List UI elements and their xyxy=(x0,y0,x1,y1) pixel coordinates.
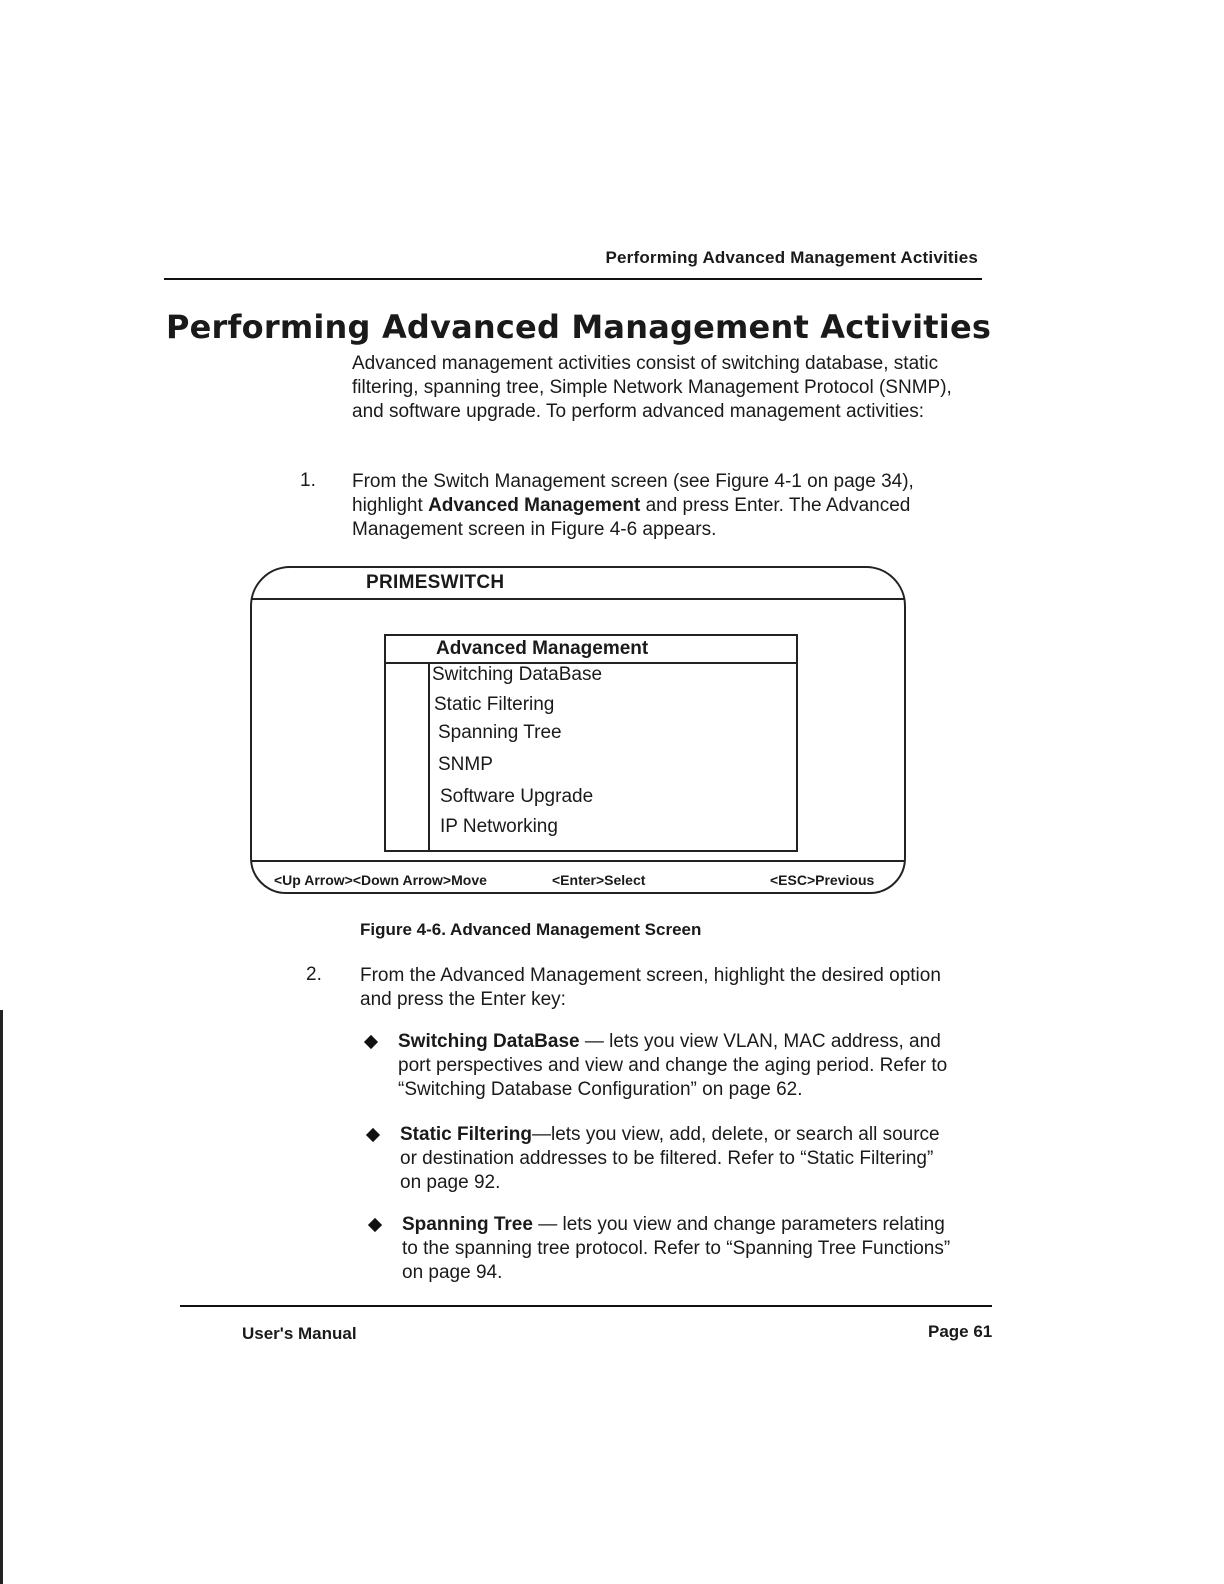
menu-item-ip-networking[interactable]: IP Networking xyxy=(440,816,558,837)
step-2-text xyxy=(360,964,1000,1012)
footer-rule xyxy=(180,1305,992,1307)
menu-item-software-upgrade[interactable]: Software Upgrade xyxy=(440,786,594,807)
menu-item-static-filtering[interactable]: Static Filtering xyxy=(434,694,555,715)
step-number: 2. xyxy=(306,964,322,985)
bullet-term: Switching DataBase xyxy=(398,1031,580,1052)
section-title: Performing Advanced Management Activities xyxy=(166,308,992,346)
terminal-screen-figure xyxy=(250,566,906,894)
bullet-term: Spanning Tree xyxy=(402,1214,533,1235)
step-number: 1. xyxy=(300,470,316,491)
footer-select-hint: <Enter>Select xyxy=(552,872,646,888)
bullet-diamond-icon xyxy=(364,1035,378,1049)
advanced-management-menu xyxy=(384,634,798,852)
menu-item-spanning-tree[interactable]: Spanning Tree xyxy=(438,722,562,743)
step-1-text xyxy=(352,470,992,542)
bullet-spanning-tree: Spanning Tree — lets you view and change parameters relating to the spanning tree protocol. Refer to “Spanning Tree Functions” on page 94. xyxy=(402,1214,951,1283)
screen-footer-rule xyxy=(252,860,904,862)
scan-edge-mark xyxy=(0,1010,3,1584)
step-1-line: From the Switch Management screen (see Figure 4-1 on page 34), xyxy=(352,471,914,492)
bullet-switching-database: Switching DataBase — lets you view VLAN, MAC address, and port perspectives and view and change the aging period. Refer to “Switching Database Configuration” on page 62. xyxy=(398,1031,948,1100)
footer-previous-hint: <ESC>Previous xyxy=(770,872,875,888)
step-2-line: and press the Enter key: xyxy=(360,989,566,1010)
step-2-line: From the Advanced Management screen, highlight the desired option xyxy=(360,965,941,986)
menu-item-snmp[interactable]: SNMP xyxy=(438,754,493,775)
step-1-emphasis: Advanced Management xyxy=(428,495,641,516)
running-header: Performing Advanced Management Activities xyxy=(605,248,978,267)
screen-title-rule xyxy=(252,598,904,600)
menu-divider xyxy=(428,664,430,850)
step-1-line: highlight Advanced Management and press Enter. The Advanced xyxy=(352,495,911,516)
bullet-term: Static Filtering xyxy=(400,1124,532,1145)
menu-item-switching-database[interactable]: Switching DataBase xyxy=(432,664,603,685)
footer-move-hint: <Up Arrow><Down Arrow>Move xyxy=(274,872,487,888)
footer-manual-title: User's Manual xyxy=(242,1324,357,1343)
figure-caption: Figure 4-6. Advanced Management Screen xyxy=(360,920,702,939)
page-number: Page 61 xyxy=(928,1322,993,1341)
screen-title: PRIMESWITCH xyxy=(366,572,505,593)
bullet-diamond-icon xyxy=(366,1128,380,1142)
step-1-line: Management screen in Figure 4-6 appears. xyxy=(352,519,717,540)
menu-title: Advanced Management xyxy=(436,638,649,659)
header-rule xyxy=(164,278,982,280)
intro-paragraph: Advanced management activities consist of switching database, static filtering, spanning tree, Simple Network Management Protocol (SNMP), and software upgrade. To perform advanced management activities: xyxy=(352,353,952,422)
bullet-static-filtering: Static Filtering—lets you view, add, delete, or search all source or destination addresses to be filtered. Refer to “Static Filtering” on page 92. xyxy=(400,1124,940,1193)
bullet-diamond-icon xyxy=(368,1218,382,1232)
